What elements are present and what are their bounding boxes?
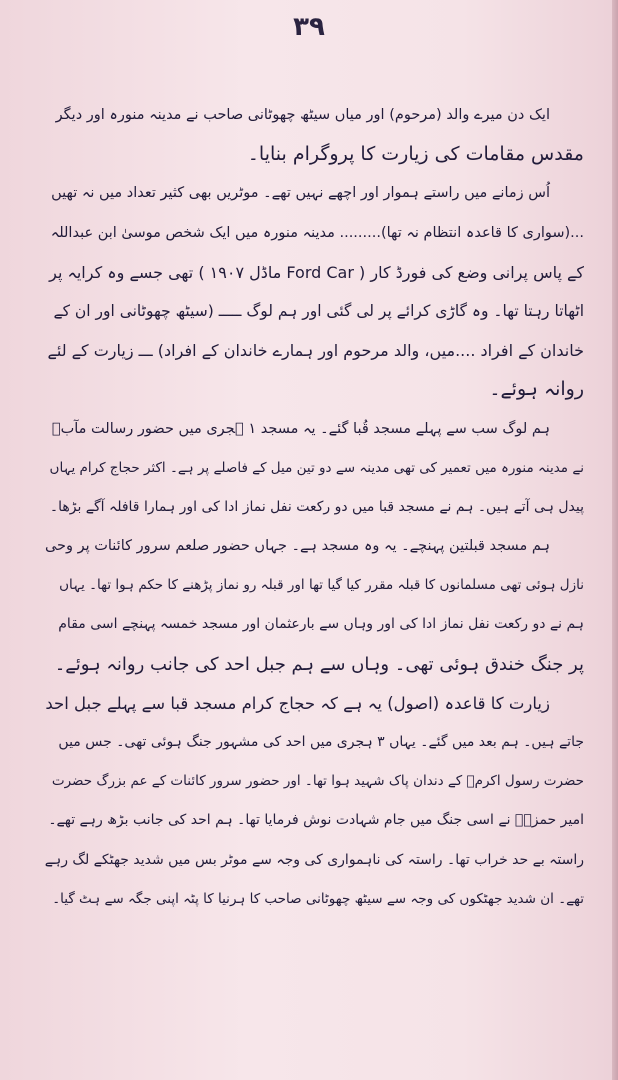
text-line: ہم لوگ سب سے پہلے مسجد قُبا گئے۔ یہ مسجد ۱ ہجری میں حضور رسالت مآبؐ (51, 420, 550, 437)
text-line: اُس زمانے میں راستے ہموار اور اچھے نہیں تھے۔ موٹریں بھی کثیر تعداد میں نہ تھیں (51, 185, 550, 202)
text-line: نازل ہوئی تھی مسلمانوں کا قبلہ مقرر کیا گیا تھا اور قبلہ رو نماز پڑھنے کا حکم ہوا تھا۔ یہاں (59, 577, 584, 594)
text-line: ایک دن میرے والد (مرحوم) اور میاں سیٹھ چھوٹانی صاحب نے مدینہ منورہ اور دیگر (55, 107, 550, 123)
text-line: راستہ بے حد خراب تھا۔ راستہ کی ناہمواری کی وجہ سے موٹر بس میں شدید جھٹکے لگ رہے (44, 851, 584, 868)
text-line: ہم مسجد قبلتین پہنچے۔ یہ وہ مسجد ہے۔ جہاں حضور صلعم سرور کائنات پر وحی (44, 538, 550, 555)
page-edge-shadow (612, 0, 618, 1080)
text-line: حضرت رسول اکرمؐ کے دندان پاک شہید ہوا تھا۔ اور حضور سرور کائنات کے عم بزرگ حضرت (51, 773, 584, 790)
text-line: نے مدینہ منورہ میں تعمیر کی تھی مدینہ سے دو تین میل کے فاصلے پر ہے۔ اکثر حجاج کرام یہاں (49, 459, 584, 476)
text-line: امیر حمزہؓ نے اسی جنگ میں جام شہادت نوش فرمایا تھا۔ ہم احد کی جانب بڑھ رہے تھے۔ (48, 812, 584, 829)
text-line: ہم نے دو رکعت نفل نماز ادا کی اور وہاں سے بارعثمان اور مسجد خمسہ پہنچے اسی مقام (58, 616, 584, 633)
urdu-text-body (44, 96, 584, 919)
text-line: کے پاس پرانی وضع کی فورڈ کار ( Ford Car ماڈل ۱۹۰۷ ) تھی جسے وہ کرایہ پر (49, 262, 584, 282)
text-line: پیدل ہی آتے ہیں۔ ہم نے مسجد قبا میں دو رکعت نفل نماز ادا کی اور ہمارا قافلہ آگے بڑھا۔ (49, 498, 584, 515)
text-line: خاندان کے افراد ....میں، والد مرحوم اور ہمارے خاندان کے افراد) ـــ زیارت کے لئے (47, 341, 584, 361)
text-line: اٹھاتا رہتا تھا۔ وہ گاڑی کرائے پر لی گئی اور ہم لوگ ـــــ (سیٹھ چھوٹانی اور ان کے (53, 301, 584, 320)
text-line: روانہ ہوئے۔ (489, 378, 584, 401)
text-line: ...(سواری کا قاعدہ انتظام نہ تھا)......... مدینہ منورہ میں ایک شخص موسیٰ ابن عبداللہ (50, 224, 584, 241)
text-line: پر جنگ خندق ہوئی تھی۔ وہاں سے ہم جبل احد کی جانب روانہ ہوئے۔ (54, 653, 584, 675)
text-line: جاتے ہیں۔ ہم بعد میں گئے۔ یہاں ۳ ہجری میں احد کی مشہور جنگ ہوئی تھی۔ جس میں (58, 734, 584, 750)
text-line: مقدس مقامات کی زیارت کا پروگرام بنایا۔ (247, 143, 584, 166)
page-number: ۳۹ (293, 12, 325, 42)
text-line: زیارت کا قاعدہ (اصول) یہ ہے کہ حجاج کرام مسجد قبا سے پہلے جبل احد (45, 693, 550, 713)
text-line: تھے۔ ان شدید جھٹکوں کی وجہ سے سیٹھ چھوٹانی صاحب کا ہرنیا کا پٹہ اپنی جگہ سے ہٹ گیا۔ (52, 890, 584, 907)
